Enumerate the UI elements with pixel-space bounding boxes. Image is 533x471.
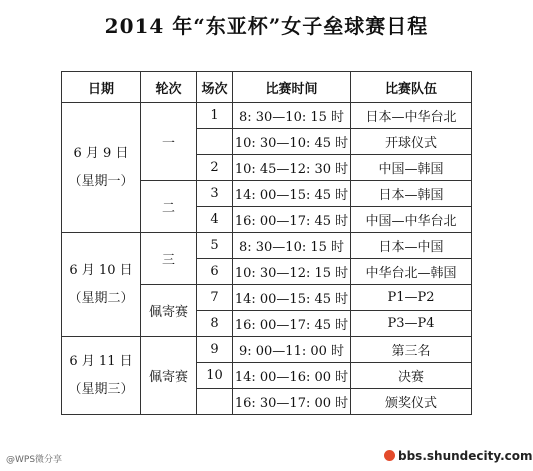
teams-cell: 日本—中国 — [351, 233, 472, 259]
table-row — [62, 337, 472, 363]
match-no-cell: 9 — [197, 337, 233, 363]
teams-cell: 第三名 — [351, 337, 472, 363]
teams-cell: P1—P2 — [351, 285, 472, 311]
match-no-cell: 3 — [197, 181, 233, 207]
table-row — [62, 233, 472, 259]
table-row — [62, 103, 472, 129]
time-cell: 14: 00—15: 45 时 — [233, 181, 351, 207]
time-cell: 10: 30—10: 45 时 — [233, 129, 351, 155]
time-cell: 10: 30—12: 15 时 — [233, 259, 351, 285]
time-cell: 14: 00—15: 45 时 — [233, 285, 351, 311]
weekday-text: （星期二） — [68, 290, 134, 306]
date-text: 6 月 10 日 — [69, 262, 133, 278]
match-no-cell: 5 — [197, 233, 233, 259]
match-no-cell: 10 — [197, 363, 233, 389]
match-no-cell — [197, 129, 233, 155]
page-title: 2014 年“东亚杯”女子垒球赛日程 — [104, 14, 429, 38]
date-cell — [62, 103, 141, 233]
site-logo-icon — [384, 450, 395, 461]
teams-cell: 日本—韩国 — [351, 181, 472, 207]
date-text: 6 月 11 日 — [69, 353, 133, 369]
header-time: 比赛时间 — [233, 72, 351, 103]
teams-cell: 中国—中华台北 — [351, 207, 472, 233]
time-cell: 16: 30—17: 00 时 — [233, 389, 351, 415]
match-no-cell — [197, 389, 233, 415]
teams-cell: 决赛 — [351, 363, 472, 389]
time-cell: 8: 30—10: 15 时 — [233, 103, 351, 129]
teams-cell: 开球仪式 — [351, 129, 472, 155]
watermark-site-text: bbs.shundecity.com — [398, 449, 533, 463]
time-cell: 9: 00—11: 00 时 — [233, 337, 351, 363]
round-cell: 佩寄赛 — [141, 285, 197, 337]
match-no-cell: 8 — [197, 311, 233, 337]
header-teams: 比赛队伍 — [351, 72, 472, 103]
date-text: 6 月 9 日 — [73, 145, 129, 161]
header-round: 轮次 — [141, 72, 197, 103]
table-header-row — [62, 72, 472, 103]
teams-cell: 日本—中华台北 — [351, 103, 472, 129]
watermark-site — [384, 449, 532, 463]
date-cell — [62, 233, 141, 337]
watermark-wps-text: @WPS微分享 — [6, 455, 63, 465]
time-cell: 8: 30—10: 15 时 — [233, 233, 351, 259]
teams-cell: P3—P4 — [351, 311, 472, 337]
round-cell: 一 — [141, 103, 197, 181]
time-cell: 16: 00—17: 45 时 — [233, 311, 351, 337]
teams-cell: 中国—韩国 — [351, 155, 472, 181]
date-cell — [62, 337, 141, 415]
weekday-text: （星期一） — [68, 173, 134, 189]
match-no-cell: 7 — [197, 285, 233, 311]
match-no-cell: 4 — [197, 207, 233, 233]
time-cell: 10: 45—12: 30 时 — [233, 155, 351, 181]
match-no-cell: 1 — [197, 103, 233, 129]
round-cell: 三 — [141, 233, 197, 285]
time-cell: 16: 00—17: 45 时 — [233, 207, 351, 233]
match-no-cell: 6 — [197, 259, 233, 285]
round-cell: 佩寄赛 — [141, 337, 197, 415]
match-no-cell: 2 — [197, 155, 233, 181]
header-date: 日期 — [62, 72, 141, 103]
teams-cell: 中华台北—韩国 — [351, 259, 472, 285]
teams-cell: 颁奖仪式 — [351, 389, 472, 415]
time-cell: 14: 00—16: 00 时 — [233, 363, 351, 389]
weekday-text: （星期三） — [68, 381, 134, 397]
watermark-wps — [6, 452, 62, 465]
schedule-table — [61, 71, 472, 415]
round-cell: 二 — [141, 181, 197, 233]
header-match-no: 场次 — [197, 72, 233, 103]
